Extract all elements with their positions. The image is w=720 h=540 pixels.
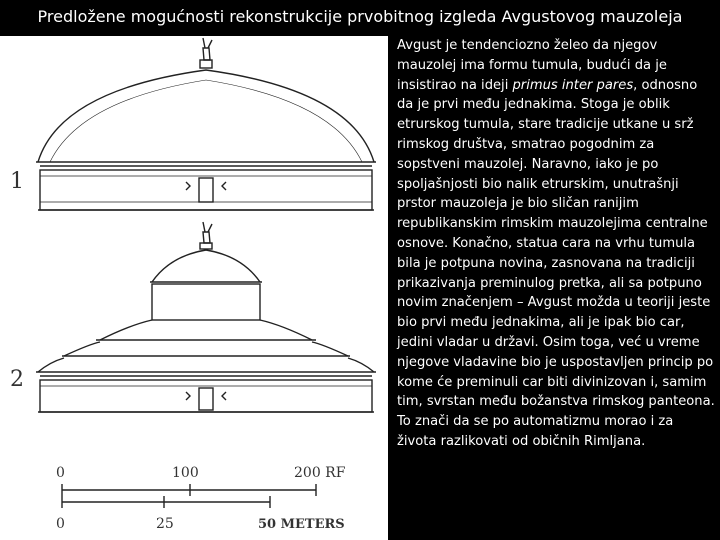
statue-1-icon: [203, 38, 212, 60]
reconstruction-drawing: [0, 36, 388, 540]
scale-meters-50: 50 METERS: [258, 517, 345, 532]
body-text-latin-phrase: primus inter pares: [512, 77, 634, 93]
statue-2-icon: [203, 222, 212, 243]
body-text-part-1: Avgust je tendenciozno želeo da njegov mauzolej ima formu tumula, budući da je insistirao na ideji: [397, 38, 667, 93]
reconstruction-svg: [0, 36, 388, 540]
drum-2: [40, 380, 372, 412]
body-text: [397, 36, 715, 452]
mausoleum-proposal-1: [36, 38, 376, 210]
scale-bars: [62, 484, 316, 508]
scale-feet-0: 0: [56, 465, 65, 481]
upper-drum-2: [152, 284, 260, 320]
dome-1: [38, 70, 374, 162]
scale-meters-25: 25: [156, 516, 174, 532]
entrance-2: [199, 388, 213, 410]
scale-feet-200: 200 RF: [294, 465, 346, 481]
scale-feet-100: 100: [172, 465, 199, 481]
proposal-label-1: 1: [10, 169, 24, 194]
entrance-1: [199, 178, 213, 202]
scale-meters-0: 0: [56, 516, 65, 532]
top-dome-2: [152, 250, 260, 282]
proposal-label-2: 2: [10, 367, 24, 392]
slide-title: Predložene mogućnosti rekonstrukcije prvobitnog izgleda Avgustovog mauzoleja: [37, 7, 683, 26]
mausoleum-proposal-2: [36, 222, 376, 412]
body-text-part-2: , odnosno da je prvi među jednakima. Stoga je oblik etrurskog tumula, stare tradicije utkane u srž rimskog društva, smatrao pogodnim za sopstveni mauzolej. Naravno, iako je po spoljašnjosti bio nalik etrurskim, unutrašnji prstor mauzoleja je bio sličan ranijim republikanskim rimskim mauzolejima centralne osnove. Konačno, statua cara na vrhu tumula bila je potpuna novina, zasnovana na tradiciji prikazivanja preminulog pretka, ali sa potpuno novim značenjem – Avgust možda u teoriji jeste bio prvi među jednakima, ali je ipak bio car, jedini vladar u državi. Osim toga, već u vreme njegove vladavine bio je uspostavljen princip po kome će preminuli car biti divinizovan i, samim tim, svrstan među božanstva rimskog panteona. To znači da se po automatizmu morao i za života razlikovati od običnih Rimljana.: [397, 77, 715, 449]
